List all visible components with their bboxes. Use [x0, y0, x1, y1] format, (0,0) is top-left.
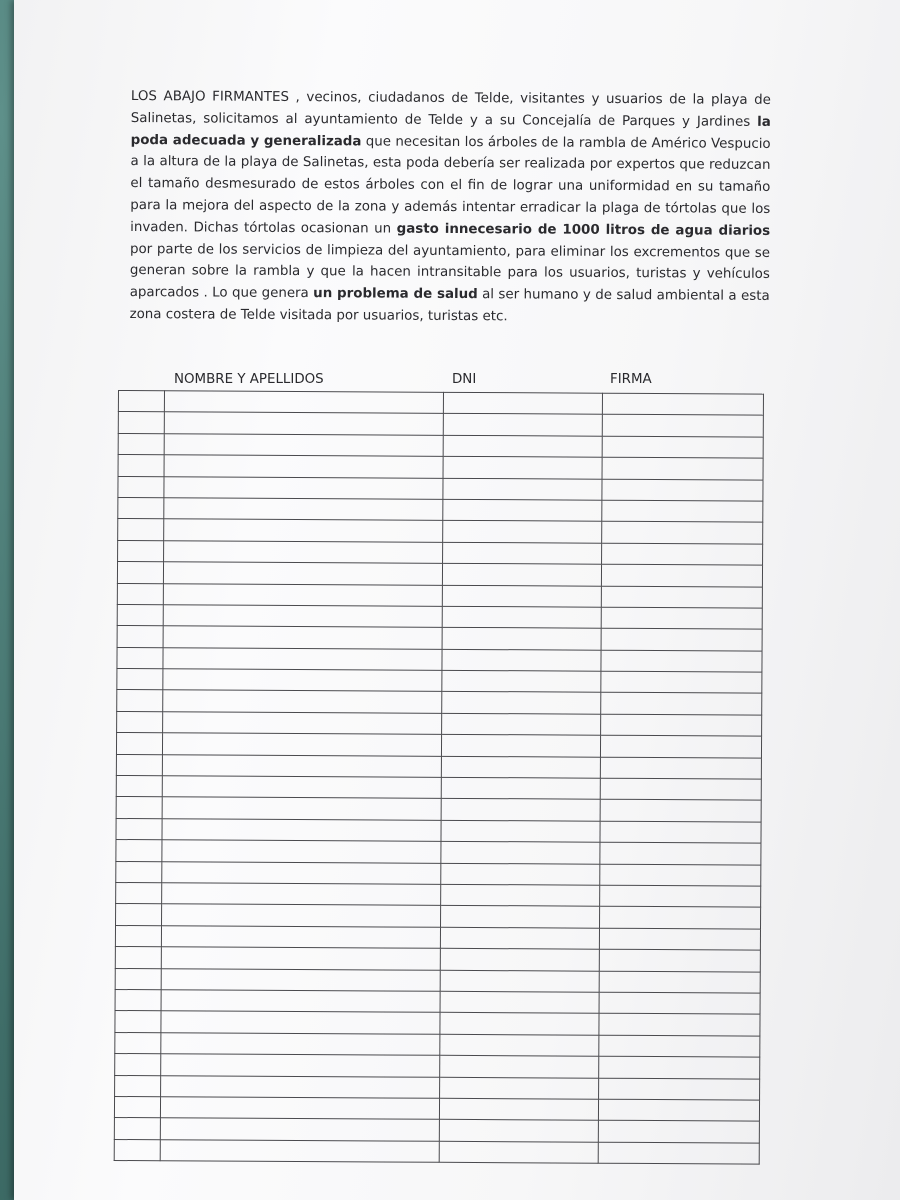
- name-cell[interactable]: [160, 1097, 439, 1120]
- dni-cell[interactable]: [443, 414, 602, 436]
- name-cell[interactable]: [163, 626, 442, 649]
- name-cell[interactable]: [164, 498, 443, 521]
- petition-text-bold-3: un problema de salud: [313, 286, 478, 303]
- dni-cell[interactable]: [440, 927, 599, 949]
- row-number-cell: [117, 626, 163, 648]
- signature-cell[interactable]: [599, 992, 760, 1014]
- signature-cell[interactable]: [600, 735, 761, 757]
- signature-cell[interactable]: [599, 1056, 760, 1078]
- row-number-cell: [117, 583, 163, 605]
- name-cell[interactable]: [163, 605, 442, 628]
- header-firma: FIRMA: [610, 372, 652, 387]
- dni-cell[interactable]: [441, 799, 600, 821]
- name-cell[interactable]: [163, 712, 442, 735]
- dni-cell[interactable]: [441, 906, 600, 928]
- signature-cell[interactable]: [600, 907, 761, 929]
- dni-cell[interactable]: [442, 649, 601, 671]
- row-number-cell: [115, 947, 161, 969]
- signature-cell[interactable]: [602, 457, 763, 479]
- signature-table: [114, 390, 764, 1165]
- signature-cell[interactable]: [600, 842, 761, 864]
- signature-table-wrapper: [114, 390, 764, 1165]
- dni-cell[interactable]: [440, 1013, 599, 1035]
- dni-cell[interactable]: [443, 456, 602, 478]
- dni-cell[interactable]: [442, 606, 601, 628]
- signature-cell[interactable]: [602, 415, 763, 437]
- signature-cell[interactable]: [601, 628, 762, 650]
- name-cell[interactable]: [163, 583, 442, 606]
- signature-cell[interactable]: [600, 821, 761, 843]
- dni-cell[interactable]: [440, 991, 599, 1013]
- petition-text-part-1: LOS ABAJO FIRMANTES , vecinos, ciudadanos de Telde, visitantes y usuarios de la playa de Salinetas, solicitamos al ayuntamiento de Telde y a su Concejalía de Parques y Jardines: [130, 88, 771, 130]
- table-row: [114, 1139, 759, 1164]
- dni-cell[interactable]: [441, 756, 600, 778]
- row-number-cell: [117, 690, 163, 712]
- dni-cell[interactable]: [440, 1055, 599, 1077]
- name-cell[interactable]: [162, 883, 441, 906]
- signature-cell[interactable]: [602, 436, 763, 458]
- signature-cell[interactable]: [602, 393, 763, 415]
- name-cell[interactable]: [162, 840, 441, 863]
- signature-cell[interactable]: [601, 714, 762, 736]
- signature-table-body: [114, 391, 763, 1165]
- dni-cell[interactable]: [442, 713, 601, 735]
- name-cell[interactable]: [163, 669, 442, 692]
- petition-text-part-3: por parte de los servicios de limpieza del ayuntamiento, para eliminar los excrementos que se generan sobre la rambla y que la hacen intransitable para los usuarios, turistas y vehículos aparcados . Lo que genera: [129, 241, 771, 302]
- row-number-cell: [118, 519, 164, 541]
- name-cell[interactable]: [164, 476, 443, 499]
- signature-cell[interactable]: [600, 800, 761, 822]
- signature-cell[interactable]: [601, 671, 762, 693]
- signature-cell[interactable]: [602, 500, 763, 522]
- name-cell[interactable]: [161, 1032, 440, 1055]
- row-number-cell: [117, 669, 163, 691]
- name-cell[interactable]: [161, 1075, 440, 1098]
- name-cell[interactable]: [161, 926, 440, 949]
- petition-text-bold-1: la poda adecuada y generalizada: [130, 114, 771, 150]
- row-number-cell: [114, 1139, 160, 1161]
- name-cell[interactable]: [164, 519, 443, 542]
- signature-cell[interactable]: [601, 607, 762, 629]
- dni-cell[interactable]: [443, 435, 602, 457]
- row-number-cell: [116, 882, 162, 904]
- row-number-cell: [116, 776, 162, 798]
- name-cell[interactable]: [161, 990, 440, 1013]
- dni-cell[interactable]: [441, 863, 600, 885]
- signature-cell[interactable]: [598, 1099, 759, 1121]
- row-number-cell: [115, 1011, 161, 1033]
- signature-cell[interactable]: [599, 1078, 760, 1100]
- dni-cell[interactable]: [443, 499, 602, 521]
- signature-cell[interactable]: [599, 949, 760, 971]
- name-cell[interactable]: [161, 1011, 440, 1034]
- dni-cell[interactable]: [440, 948, 599, 970]
- row-number-cell: [116, 797, 162, 819]
- signature-cell[interactable]: [602, 543, 763, 565]
- row-number-cell: [118, 455, 164, 477]
- signature-cell[interactable]: [600, 757, 761, 779]
- name-cell[interactable]: [162, 754, 441, 777]
- dni-cell[interactable]: [443, 478, 602, 500]
- name-cell[interactable]: [160, 1139, 439, 1162]
- petition-text-bold-2: gasto innecesario de 1000 litros de agua diarios: [396, 221, 771, 239]
- dni-cell[interactable]: [439, 1141, 598, 1163]
- header-dni: DNI: [452, 372, 477, 387]
- row-number-cell: [115, 1054, 161, 1076]
- name-cell[interactable]: [161, 968, 440, 991]
- signature-cell[interactable]: [600, 864, 761, 886]
- row-number-cell: [116, 733, 162, 755]
- name-cell[interactable]: [164, 391, 443, 414]
- row-number-cell: [118, 497, 164, 519]
- signature-cell[interactable]: [599, 1035, 760, 1057]
- row-number-cell: [116, 904, 162, 926]
- header-nombre: NOMBRE Y APELLIDOS: [174, 372, 324, 387]
- dni-cell[interactable]: [442, 692, 601, 714]
- dni-cell[interactable]: [442, 563, 601, 585]
- signature-cell[interactable]: [600, 778, 761, 800]
- dni-cell[interactable]: [441, 842, 600, 864]
- name-cell[interactable]: [161, 1054, 440, 1077]
- row-number-cell: [117, 711, 163, 733]
- row-number-cell: [116, 861, 162, 883]
- dni-cell[interactable]: [441, 777, 600, 799]
- row-number-cell: [115, 989, 161, 1011]
- dni-cell[interactable]: [443, 521, 602, 543]
- signature-cell[interactable]: [600, 885, 761, 907]
- name-cell[interactable]: [162, 776, 441, 799]
- row-number-cell: [115, 925, 161, 947]
- dni-cell[interactable]: [439, 1120, 598, 1142]
- name-cell[interactable]: [162, 904, 441, 927]
- signature-cell[interactable]: [601, 650, 762, 672]
- name-cell[interactable]: [163, 690, 442, 713]
- name-cell[interactable]: [160, 1118, 439, 1141]
- name-cell[interactable]: [162, 861, 441, 884]
- row-number-cell: [115, 968, 161, 990]
- dni-cell[interactable]: [442, 585, 601, 607]
- name-cell[interactable]: [163, 562, 442, 585]
- row-number-cell: [118, 540, 164, 562]
- dni-cell[interactable]: [441, 884, 600, 906]
- dni-cell[interactable]: [443, 392, 602, 414]
- row-number-cell: [115, 1032, 161, 1054]
- row-number-cell: [115, 1075, 161, 1097]
- row-number-cell: [118, 476, 164, 498]
- name-cell[interactable]: [164, 412, 443, 435]
- signature-cell[interactable]: [601, 564, 762, 586]
- signature-cell[interactable]: [599, 928, 760, 950]
- name-cell[interactable]: [164, 540, 443, 563]
- signature-cell[interactable]: [602, 522, 763, 544]
- name-cell[interactable]: [162, 733, 441, 756]
- row-number-cell: [114, 1118, 160, 1140]
- row-number-cell: [114, 1096, 160, 1118]
- petition-text-part-2: que necesitan los árboles de la rambla de Américo Vespucio a la altura de la playa de Salinetas, esta poda debería ser realizada por expertos que reduzcan el tamaño desmesurado de estos árboles con el fin de lograr una uniformidad en su tamaño para la mejora del aspecto de la zona y además intentar erradicar la plaga de tórtolas que los invaden. Dichas tórtolas ocasionan un: [130, 134, 771, 237]
- name-cell[interactable]: [163, 647, 442, 670]
- row-number-cell: [118, 391, 164, 413]
- dni-cell[interactable]: [443, 542, 602, 564]
- dni-cell[interactable]: [439, 1098, 598, 1120]
- signature-cell[interactable]: [601, 693, 762, 715]
- signature-cell[interactable]: [598, 1120, 759, 1142]
- signature-cell[interactable]: [599, 1014, 760, 1036]
- dni-cell[interactable]: [441, 820, 600, 842]
- dni-cell[interactable]: [440, 1077, 599, 1099]
- row-number-cell: [117, 647, 163, 669]
- signature-cell[interactable]: [601, 586, 762, 608]
- name-cell[interactable]: [162, 797, 441, 820]
- name-cell[interactable]: [164, 455, 443, 478]
- name-cell[interactable]: [161, 947, 440, 970]
- petition-text: [130, 86, 771, 330]
- dni-cell[interactable]: [441, 735, 600, 757]
- row-number-cell: [116, 754, 162, 776]
- signature-cell[interactable]: [599, 971, 760, 993]
- name-cell[interactable]: [164, 434, 443, 457]
- signature-cell[interactable]: [598, 1142, 759, 1164]
- row-number-cell: [118, 412, 164, 434]
- row-number-cell: [116, 840, 162, 862]
- petition-text-part-4: al ser humano y de salud ambiental a esta zona costera de Telde visitada por usuarios, turistas etc.: [129, 287, 770, 325]
- dni-cell[interactable]: [440, 970, 599, 992]
- row-number-cell: [117, 562, 163, 584]
- row-number-cell: [116, 818, 162, 840]
- dni-cell[interactable]: [442, 670, 601, 692]
- dni-cell[interactable]: [442, 628, 601, 650]
- dni-cell[interactable]: [440, 1034, 599, 1056]
- row-number-cell: [117, 604, 163, 626]
- signature-cell[interactable]: [602, 479, 763, 501]
- row-number-cell: [118, 433, 164, 455]
- name-cell[interactable]: [162, 819, 441, 842]
